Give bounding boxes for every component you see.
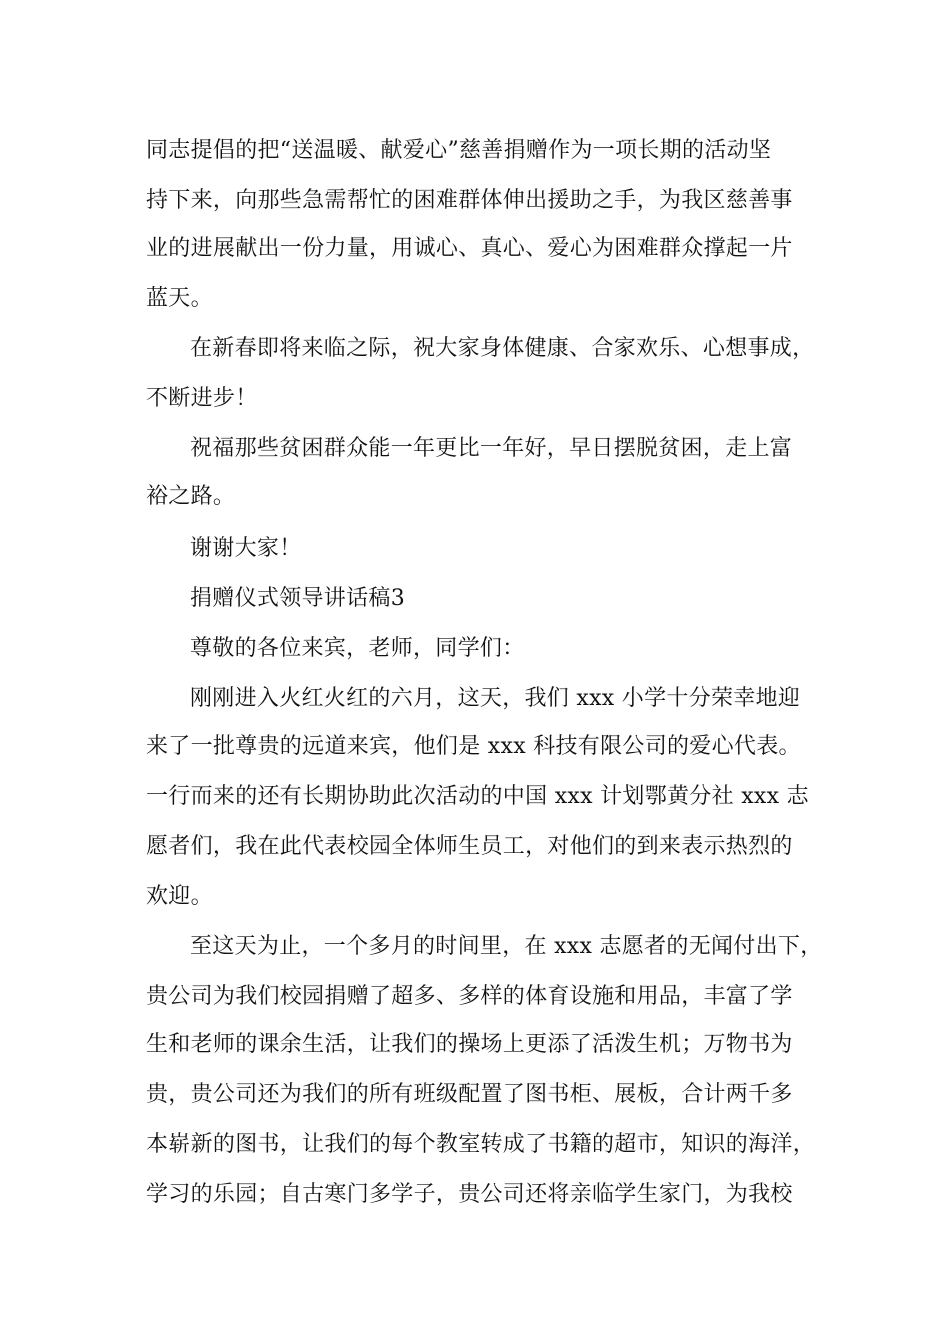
text-line: 不断进步！ xyxy=(146,386,258,411)
text-line: 愿者们，我在此代表校园全体师生员工，对他们的到来表示热烈的 xyxy=(146,834,793,859)
text-line: 来了一批尊贵的远道来宾，他们是 xxx 科技有限公司的爱心代表。 xyxy=(146,734,801,759)
text-line: 至这天为止，一个多月的时间里，在 xxx 志愿者的无闻付出下， xyxy=(190,934,823,959)
text-line: 裕之路。 xyxy=(146,484,236,509)
text-line: 学习的乐园；自古寒门多学子，贵公司还将亲临学生家门，为我校 xyxy=(146,1182,793,1207)
salutation: 尊敬的各位来宾，老师，同学们： xyxy=(190,636,525,661)
text-line: 业的进展献出一份力量，用诚心、真心、爱心为困难群众撑起一片 xyxy=(146,236,793,261)
text-line: 贵，贵公司还为我们的所有班级配置了图书柜、展板，合计两千多 xyxy=(146,1082,793,1107)
section-title: 捐赠仪式领导讲话稿3 xyxy=(190,586,405,611)
text-line: 谢谢大家！ xyxy=(190,536,302,561)
text-line: 蓝天。 xyxy=(146,286,213,311)
text-line: 持下来，向那些急需帮忙的困难群体伸出援助之手，为我区慈善事 xyxy=(146,188,793,213)
text-line: 本崭新的图书，让我们的每个教室转成了书籍的超市，知识的海洋， xyxy=(146,1132,816,1157)
text-line: 在新春即将来临之际，祝大家身体健康、合家欢乐、心想事成， xyxy=(190,336,815,361)
text-line: 同志提倡的把“送温暖、献爱心”慈善捐赠作为一项长期的活动坚 xyxy=(146,138,772,163)
text-line: 贵公司为我们校园捐赠了超多、多样的体育设施和用品，丰富了学 xyxy=(146,984,793,1009)
text-line: 生和老师的课余生活，让我们的操场上更添了活泼生机；万物书为 xyxy=(146,1032,793,1057)
text-line: 一行而来的还有长期协助此次活动的中国 xxx 计划鄂黄分社 xxx 志 xyxy=(146,784,809,809)
text-line: 祝福那些贫困群众能一年更比一年好，早日摆脱贫困，走上富 xyxy=(190,436,793,461)
text-line: 刚刚进入火红火红的六月，这天，我们 xxx 小学十分荣幸地迎 xyxy=(190,686,801,711)
text-line: 欢迎。 xyxy=(146,884,213,909)
